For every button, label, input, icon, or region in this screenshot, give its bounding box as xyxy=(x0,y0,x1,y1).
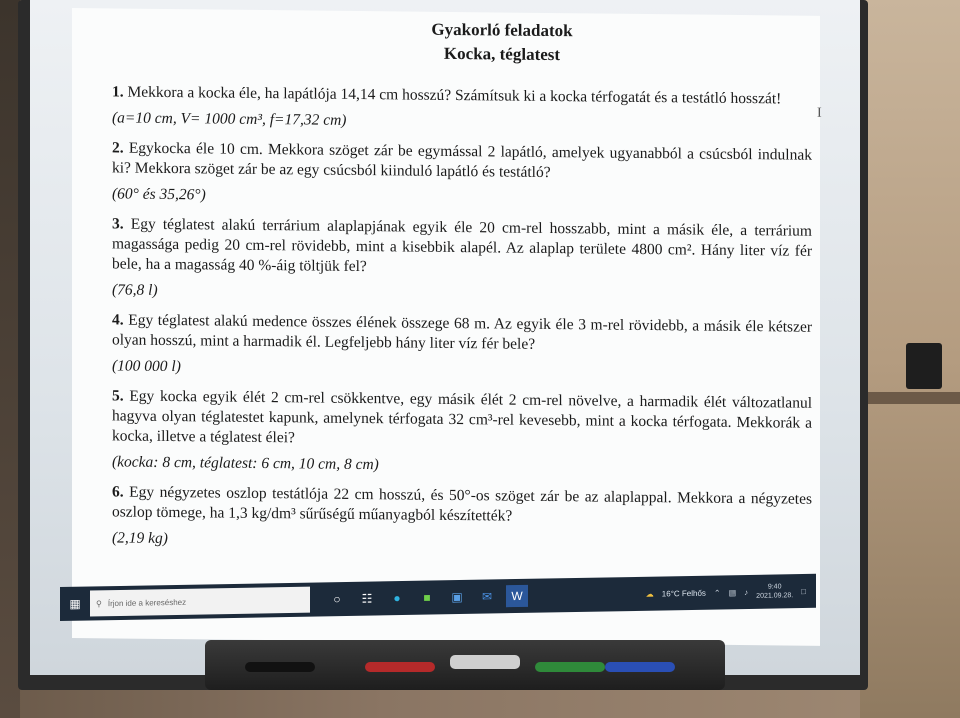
task-view-icon[interactable]: ○ xyxy=(333,592,341,607)
task-number: 2. xyxy=(112,139,124,157)
projected-screen xyxy=(72,8,820,646)
task-answer: (60° és 35,26°) xyxy=(112,185,206,204)
clock[interactable] xyxy=(756,582,793,601)
task-text: Mekkora a kocka éle, ha lapátlója 14,14 cm hosszú? Számítsuk ki a kocka térfogatát és a testátló hosszát! xyxy=(127,83,782,108)
blue-pen[interactable] xyxy=(605,662,675,672)
task-text: Egy téglatest alakú terrárium alaplapjának egyik éle 20 cm-rel hosszabb, mint a másik éle, a terrárium magassága pedig 20 cm-rel rövidebb, mint a kisebbik alapél. Az alaplap területe 4800 cm². Hány liter víz fér bele, ha a magasság 40 %-áig töltjük fel? xyxy=(112,215,812,276)
speaker xyxy=(906,343,942,389)
page-title: Gyakorló feladatok xyxy=(431,19,573,41)
word-icon[interactable]: W xyxy=(506,585,528,607)
weather-text[interactable]: 16°C Felhős xyxy=(661,588,706,598)
task-3 xyxy=(112,214,812,281)
notification-icon[interactable]: □ xyxy=(801,586,806,596)
weather-icon[interactable]: ☁ xyxy=(645,589,654,599)
mail-icon[interactable]: ✉ xyxy=(481,589,493,604)
task-text: Egykocka éle 10 cm. Mekkora szöget zár be egymással 2 lapátló, amelyek ugyanabból a csúcsból indulnak ki? Mekkora szöget zár be az egy csúcsból kiinduló lapátló és testátló? xyxy=(112,139,812,182)
search-placeholder: Írjon ide a kereséshez xyxy=(107,597,187,608)
task-answer: (a=10 cm, V= 1000 cm³, f=17,32 cm) xyxy=(112,109,347,129)
task-answer: (76,8 l) xyxy=(112,281,158,299)
task-number: 5. xyxy=(112,387,124,405)
chevron-up-icon[interactable]: ⌃ xyxy=(713,587,721,598)
windows-start-icon[interactable]: ▦ xyxy=(69,596,81,611)
edge-icon[interactable]: ● xyxy=(393,591,401,606)
task-2 xyxy=(112,138,812,185)
task-text: Egy kocka egyik élét 2 cm-rel csökkentve, egy másik élét 2 cm-rel növelve, a harmadik élét változatlanul hagyva olyan téglatestet kapunk, amelynek térfogata 32 cm³-rel kevesebb, mint a kocka térfogata. Mekkorák a kocka, illetve a téglatest élei? xyxy=(112,387,812,447)
network-icon[interactable]: ▤ xyxy=(728,587,737,597)
black-pen[interactable] xyxy=(245,662,315,672)
task-text: Egy téglatest alakú medence összes élének összege 68 m. Az egyik éle 3 m-rel rövidebb, a másik éle kétszer olyan hosszú, mint a harmadik él. Legfeljebb hány liter víz fér bele? xyxy=(112,311,812,353)
eraser[interactable] xyxy=(450,655,520,669)
wall-ledge xyxy=(860,392,960,404)
task-answer: (100 000 l) xyxy=(112,357,181,376)
task-number: 6. xyxy=(112,483,124,501)
pen-tray xyxy=(205,640,725,690)
task-number: 1. xyxy=(112,83,124,101)
page-subtitle: Kocka, téglatest xyxy=(443,43,561,65)
red-pen[interactable] xyxy=(365,662,435,672)
widgets-icon[interactable]: ☷ xyxy=(361,591,373,606)
task-answer: (kocka: 8 cm, téglatest: 6 cm, 10 cm, 8 cm) xyxy=(112,453,379,474)
clock-date: 2021.09.28. xyxy=(756,592,794,600)
task-1 xyxy=(112,82,812,109)
search-input[interactable] xyxy=(90,587,310,617)
task-6 xyxy=(112,482,812,529)
task-text: Egy négyzetes oszlop testátlója 22 cm hosszú, és 50°-os szöget zár be az alaplappal. Mekkora a négyzetes oszlop tömege, ha 1,3 kg/dm³ sűrűségű műanyagból készítették? xyxy=(112,483,813,525)
task-number: 3. xyxy=(112,215,124,233)
volume-icon[interactable]: ♪ xyxy=(744,587,749,597)
task-5 xyxy=(112,386,812,453)
text-cursor-icon: I xyxy=(817,105,822,121)
document xyxy=(112,16,822,565)
green-pen[interactable] xyxy=(535,662,605,672)
task-number: 4. xyxy=(112,311,124,329)
store-icon[interactable]: ▣ xyxy=(451,589,463,605)
search-icon: ⚲ xyxy=(96,598,102,608)
system-tray xyxy=(646,582,816,603)
task-answer: (2,19 kg) xyxy=(112,529,168,548)
wall-left xyxy=(0,0,20,718)
clock-time: 9:40 xyxy=(767,583,782,591)
app-icon[interactable]: ■ xyxy=(423,590,431,605)
task-4 xyxy=(112,310,812,357)
